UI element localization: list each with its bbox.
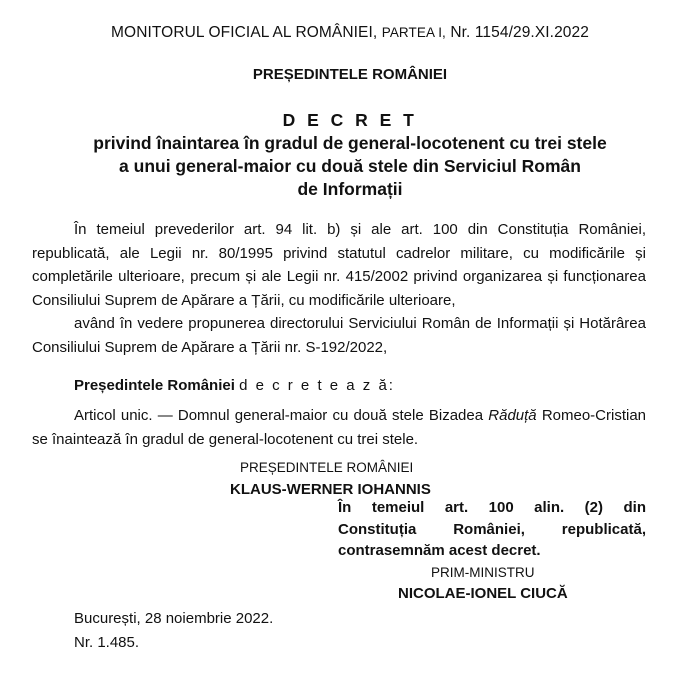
place-date: București, 28 noiembrie 2022. xyxy=(74,610,274,627)
article-lead: Articol unic. — Domnul general-maior cu două stele Bizadea xyxy=(74,407,484,424)
issuer-heading: PREȘEDINTELE ROMÂNIEI xyxy=(252,66,448,83)
countersign-line: În temeiul art. 100 alin. (2) din xyxy=(338,499,646,516)
decrees-verb: d e c r e t e a z ă: xyxy=(239,377,395,394)
publication-part: PARTEA I, xyxy=(381,25,446,40)
legal-basis-paragraph: În temeiul prevederilor art. 94 lit. b) și ale art. 100 din Constituția României, republicată, ale Legii nr. 80/1995 privind statutul cadrelor militare, cu modificările și completările ulterioare, precum și ale Legii nr. 415/2002 privind organizarea și funcționarea Consiliului Suprem de Apărare a Țării, cu modificările ulterioare, xyxy=(32,221,646,309)
decrees-clause xyxy=(32,374,646,398)
decrees-subject: Președintele României xyxy=(74,377,235,394)
decree-number: Nr. 1.485. xyxy=(74,634,140,651)
countersign-line: contrasemnăm acest decret. xyxy=(338,542,541,559)
countersign-line: Constituția României, republicată, xyxy=(338,520,646,538)
article-name-italic: Răduță xyxy=(488,407,537,424)
signature-name: KLAUS-WERNER IOHANNIS xyxy=(230,481,431,498)
considering-paragraph: având în vedere propunerea directorului Serviciului Român de Informații și Hotărârea Consiliului Suprem de Apărare a Țării nr. S-192/2022, xyxy=(32,315,646,356)
article-rest: Romeo-Cristian se înaintează în gradul de general-locotenent cu trei stele. xyxy=(32,407,647,448)
decree-type: D E C R E T xyxy=(282,110,418,130)
article-paragraph xyxy=(32,404,646,451)
countersign-text xyxy=(338,497,646,562)
title-line: de Informații xyxy=(297,179,403,199)
title-line: a unui general-maior cu două stele din Serviciul Român xyxy=(119,156,581,176)
title-line: privind înaintarea în gradul de general-locotenent cu trei stele xyxy=(93,133,607,153)
publication-name: MONITORUL OFICIAL AL ROMÂNIEI, xyxy=(111,24,378,41)
prime-minister-name: NICOLAE-IONEL CIUCĂ xyxy=(398,585,568,602)
prime-minister-label: PRIM-MINISTRU xyxy=(431,565,535,580)
signature-label: PREȘEDINTELE ROMÂNIEI xyxy=(240,460,414,475)
decree-title xyxy=(0,132,700,201)
issue-number: Nr. 1154/29.XI.2022 xyxy=(450,24,589,41)
gazette-header xyxy=(0,24,700,42)
